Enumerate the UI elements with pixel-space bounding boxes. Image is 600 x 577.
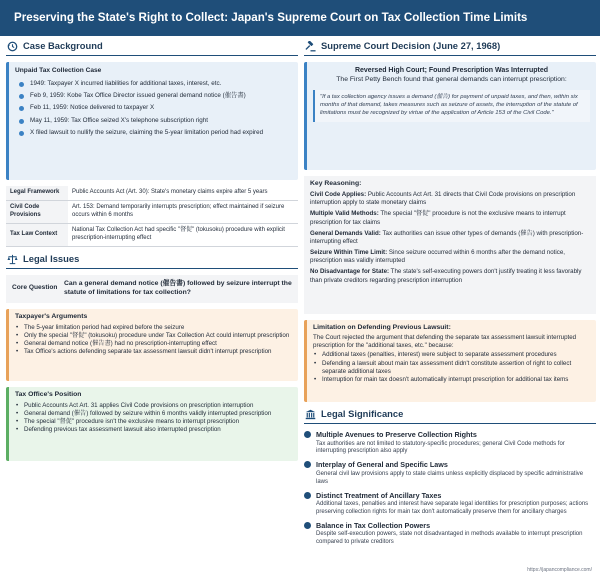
timeline-dot bbox=[19, 131, 24, 136]
limitation-title: Limitation on Defending Previous Lawsuit: bbox=[313, 324, 451, 331]
check-circle-icon bbox=[304, 492, 311, 499]
list-item: • The 5-year limitation period had expired before the seizure bbox=[15, 324, 292, 332]
decision-subtitle: The First Petty Bench found that general demands can interrupt prescription: bbox=[336, 76, 567, 84]
table-row bbox=[6, 186, 298, 200]
key-reasoning-title: Key Reasoning: bbox=[310, 180, 362, 187]
decision-box bbox=[304, 62, 596, 170]
significance-item: Multiple Avenues to Preserve Collection Rights Tax authorities are not limited to statutory-specific procedures; general Civil Code methods for interrupting prescription also apply bbox=[304, 430, 596, 456]
table-label: Tax Law Context bbox=[6, 223, 68, 246]
case-background-heading: Case Background bbox=[6, 40, 298, 56]
list-item: • Only the special "督促" (tokusoku) procedure under Tax Collection Act could interrupt prescription bbox=[15, 332, 292, 340]
timeline-item: X filed lawsuit to nullify the seizure, claiming the 5-year limitation period had expired bbox=[15, 129, 292, 137]
timeline-dot bbox=[19, 82, 24, 87]
reasoning-item: Seizure Within Time Limit: Since seizure occurred within 6 months after the demand notice, prescription was validly interrupted bbox=[310, 249, 565, 265]
legal-issues-heading: Legal Issues bbox=[6, 253, 298, 269]
timeline-box bbox=[6, 62, 298, 180]
core-question-text: Can a general demand notice (催告書) followed by seizure interrupt the statute of limitations for tax collection? bbox=[64, 279, 292, 296]
check-circle-icon bbox=[304, 461, 311, 468]
list-item: • The special "督促" procedure isn't the exclusive means to interrupt prescription bbox=[15, 418, 292, 426]
legal-framework-table bbox=[6, 186, 298, 247]
list-item: • Defending a lawsuit about main tax assessment didn't constitute assertion of right to collect separate additional taxes bbox=[313, 360, 590, 376]
footer-url: https://japancompliance.com/ bbox=[527, 567, 592, 574]
table-value: Public Accounts Act (Art. 30): State's monetary claims expire after 5 years bbox=[68, 186, 298, 200]
decision-quote: "If a tax collection agency issues a demand (催告) for payment of unpaid taxes, and then, within six months of that demand, takes measures such as seizure of assets, the interruption of the statute of limitations must be recognized by virtue of the application of Article 153 of the Civil Code." bbox=[313, 90, 590, 121]
table-row bbox=[6, 200, 298, 223]
check-circle-icon bbox=[304, 431, 311, 438]
taxpayer-arguments-title: Taxpayer's Arguments bbox=[15, 312, 88, 320]
list-item: • Tax Office's actions defending separate tax assessment lawsuit didn't interrupt prescription bbox=[15, 348, 292, 356]
limitation-box bbox=[304, 320, 596, 402]
gavel-icon bbox=[304, 41, 316, 53]
core-question-label: Core Question bbox=[12, 284, 58, 292]
timeline-heading: Unpaid Tax Collection Case bbox=[15, 67, 102, 74]
reasoning-item: Multiple Valid Methods: The special "督促" procedure is not the exclusive means to interrupt prescription for tax claims bbox=[310, 210, 566, 226]
table-label: Legal Framework bbox=[6, 186, 68, 200]
table-value: National Tax Collection Act had specific "督促" (tokusoku) procedure with explicit prescription-interrupting effect bbox=[68, 223, 298, 246]
institution-icon bbox=[304, 409, 316, 421]
tax-office-position-box bbox=[6, 387, 298, 461]
reasoning-item: Civil Code Applies: Public Accounts Act Art. 31 directs that Civil Code provisions on prescription interruption apply to state monetary claims bbox=[310, 190, 576, 207]
list-item: • Interruption for main tax doesn't automatically interrupt prescription for additional tax items bbox=[313, 376, 590, 384]
left-column bbox=[6, 40, 298, 461]
timeline-item: 1949: Taxpayer X incurred liabilities for additional taxes, interest, etc. bbox=[15, 80, 292, 88]
significance-item: Balance in Tax Collection Powers Despite self-execution powers, state not disadvantaged in methods available to interrupt prescription compared to private creditors bbox=[304, 521, 596, 547]
table-value: Art. 153: Demand temporarily interrupts prescription; effect maintained if seizure occurs within 6 months bbox=[68, 200, 298, 223]
table-row bbox=[6, 223, 298, 246]
history-icon bbox=[6, 41, 18, 53]
tax-office-position-title: Tax Office's Position bbox=[15, 390, 82, 398]
list-item: • General demand (催告) followed by seizure within 6 months validly interrupted prescription bbox=[15, 410, 292, 418]
check-circle-icon bbox=[304, 522, 311, 529]
limitation-intro: The Court rejected the argument that defending the separate tax assessment lawsuit interrupted prescription for the "additional taxes, etc." because: bbox=[313, 333, 577, 350]
timeline-item: May 11, 1959: Tax Office seized X's telephone subscription right bbox=[15, 117, 292, 125]
table-label: Civil Code Provisions bbox=[6, 200, 68, 223]
list-item: • General demand notice (催告書) had no prescription-interrupting effect bbox=[15, 340, 292, 348]
page-header bbox=[0, 0, 600, 36]
significance-item: Distinct Treatment of Ancillary Taxes Additional taxes, penalties and interest have separate legal identities for prescription purposes; actions preserving collection rights for main tax don't automatically preserve them for ancillary charges bbox=[304, 491, 596, 517]
decision-heading: Supreme Court Decision (June 27, 1968) bbox=[304, 40, 596, 56]
reasoning-item: General Demands Valid: Tax authorities can issue other types of demands (催告) with prescription-interrupting effect bbox=[310, 229, 584, 245]
taxpayer-arguments-list bbox=[15, 324, 292, 357]
timeline-dot bbox=[19, 94, 24, 99]
timeline-item: Feb 11, 1959: Notice delivered to taxpayer X bbox=[15, 104, 292, 112]
key-reasoning-box bbox=[304, 176, 596, 314]
limitation-list bbox=[313, 351, 590, 384]
list-item: • Public Accounts Act Art. 31 applies Civil Code provisions on prescription interruption bbox=[15, 402, 292, 410]
legal-significance-heading: Legal Significance bbox=[304, 408, 596, 424]
significance-item: Interplay of General and Specific Laws General civil law provisions apply to state claims unless explicitly displaced by specific administrative laws bbox=[304, 460, 596, 486]
taxpayer-arguments-box bbox=[6, 309, 298, 381]
timeline-item: Feb 9, 1959: Kobe Tax Office Director issued general demand notice (催告書) bbox=[15, 92, 292, 100]
reasoning-item: No Disadvantage for State: The state's self-executing powers don't justify treating it less favorably than private creditors regarding prescription interruption bbox=[310, 268, 582, 284]
list-item: • Defending previous tax assessment lawsuit also interrupted prescription bbox=[15, 426, 292, 434]
timeline-dot bbox=[19, 119, 24, 124]
significance-list bbox=[304, 430, 596, 547]
tax-office-position-list bbox=[15, 402, 292, 435]
timeline-dot bbox=[19, 106, 24, 111]
list-item: • Additional taxes (penalties, interest) were subject to separate assessment procedures bbox=[313, 351, 590, 359]
scale-icon bbox=[6, 253, 18, 265]
right-column bbox=[304, 40, 596, 551]
core-question-box bbox=[6, 275, 298, 303]
decision-headline: Reversed High Court; Found Prescription Was Interrupted bbox=[354, 67, 549, 74]
page-title: Preserving the State's Right to Collect: Japan's Supreme Court on Tax Collection Time Limits bbox=[14, 11, 528, 25]
